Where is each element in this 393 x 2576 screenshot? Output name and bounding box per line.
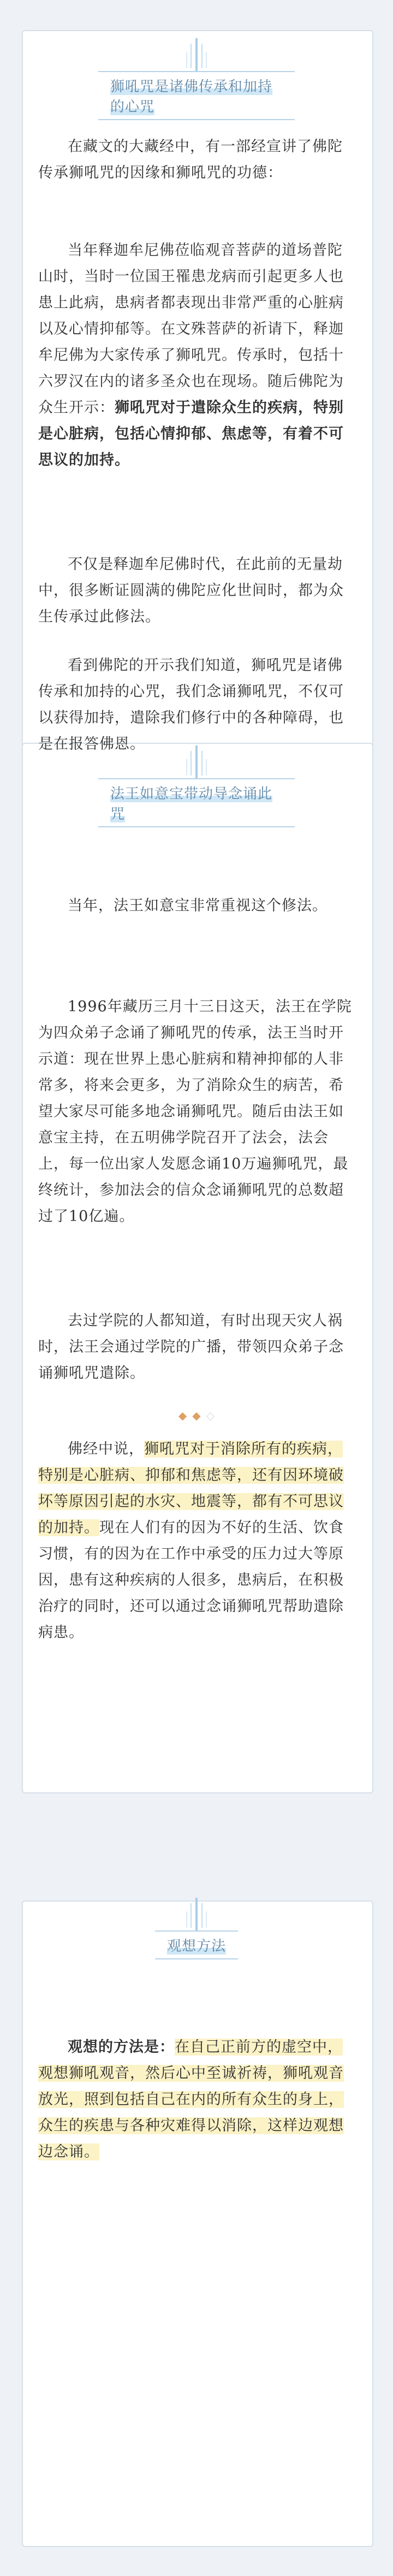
bold-lead: 观想的方法是： (68, 2039, 175, 2056)
section-title-box (98, 778, 295, 827)
paragraph-past-buddhas: 不仅是释迦牟尼佛时代，在此前的无量劫中，很多断证圆满的佛陀应化世间时，都为众生传承过此修法。 (38, 556, 344, 625)
section-title-box (98, 71, 295, 120)
section-title-box (155, 1930, 238, 1959)
section-title-text: 法王如意宝带动导念诵此咒 (110, 786, 273, 822)
paragraph-broadcast: 去过学院的人都知道，有时出现天灾人祸时，法王会通过学院的广播，带领四众弟子念诵狮吼咒遣除。 (38, 1312, 344, 1382)
diamond-outline-icon: ◇ (206, 1409, 215, 1422)
bold-statement: 狮吼咒对于遣除众生的疾病，特别是心脏病，包括心情抑郁、焦虑等，有着不可思议的加持。 (38, 399, 344, 469)
diamond-icon: ◆ (178, 1409, 187, 1422)
highlighted-statement: 狮吼咒对于消除所有的疾病，特别是心脏病、抑郁和焦虑等，还有因环境破坏等原因引起的水灾、地震等，都有不可思议的加持。 (38, 1441, 344, 1536)
diamond-icon: ◆ (192, 1409, 201, 1422)
paragraph-text: 当年释迦牟尼佛莅临观音菩萨的道场普陀山时，当时一位国王罹患龙病而引起更多人也患上此病，患病者都表现出非常严重的心脏病以及心情抑郁等。在文殊菩萨的祈请下，释迦牟尼佛为大家传承了狮吼咒。传承时，包括十六罗汉在内的诸多圣众也在现场。随后佛陀为众生开示： (38, 242, 344, 416)
paragraph-conclusion: 看到佛陀的开示我们知道，狮吼咒是诸佛传承和加持的心咒，我们念诵狮吼咒，不仅可以获得加持，遣除我们修行中的各种障碍，也是在报答佛恩。 (38, 657, 344, 753)
paragraph-intro: 在藏文的大藏经中，有一部经宣讲了佛陀传承狮吼咒的因缘和狮吼咒的功德： (38, 138, 343, 181)
paragraph-text: 佛经中说， (68, 1441, 144, 1458)
paragraph-sutra-story (38, 238, 355, 473)
section-title-1 (98, 38, 295, 120)
paragraph-visualization (38, 2034, 355, 2165)
section-card-3 (22, 1900, 373, 2547)
paragraph-text: 现在人们有的因为不好的生活、饮食习惯，有的因为在工作中承受的压力过大等原因，患有这种疾病的人很多，患病后，在积极治疗的同时，还可以通过念诵狮吼咒帮助遣除病患。 (38, 1519, 344, 1641)
paragraph-dharma-king: 当年，法王如意宝非常重视这个修法。 (68, 897, 327, 914)
section-title-text: 观想方法 (166, 1938, 227, 1955)
section-title-3 (155, 1898, 238, 1959)
section-title-2 (98, 745, 295, 827)
section-title-text: 狮吼咒是诸佛传承和加持的心咒 (110, 79, 273, 115)
highlighted-statement: 在自己正前方的虚空中，观想狮吼观音，然后心中至诚祈祷，狮吼观音放光，照到包括自己在内的所有众生的身上，众生的疾患与各种灾难得以消除，这样边观想边念诵。 (38, 2039, 344, 2160)
diamond-divider (178, 1409, 215, 1422)
paragraph-1996-assembly: 1996年藏历三月十三日这天，法王在学院为四众弟子念诵了狮吼咒的传承，法王当时开示道：现在世界上患心脏病和精神抑郁的人非常多，将来会更多，为了消除众生的病苦，希望大家尽可能多地念诵狮吼咒。随后由法王如意宝主持，在五明佛学院召开了法会，法会上，每一位出家人发愿念诵10万遍狮吼咒，最终统计，参加法会的信众念诵狮吼咒的总数超过了10亿遍。 (38, 998, 352, 1225)
paragraph-sutra-says (38, 1436, 355, 1646)
